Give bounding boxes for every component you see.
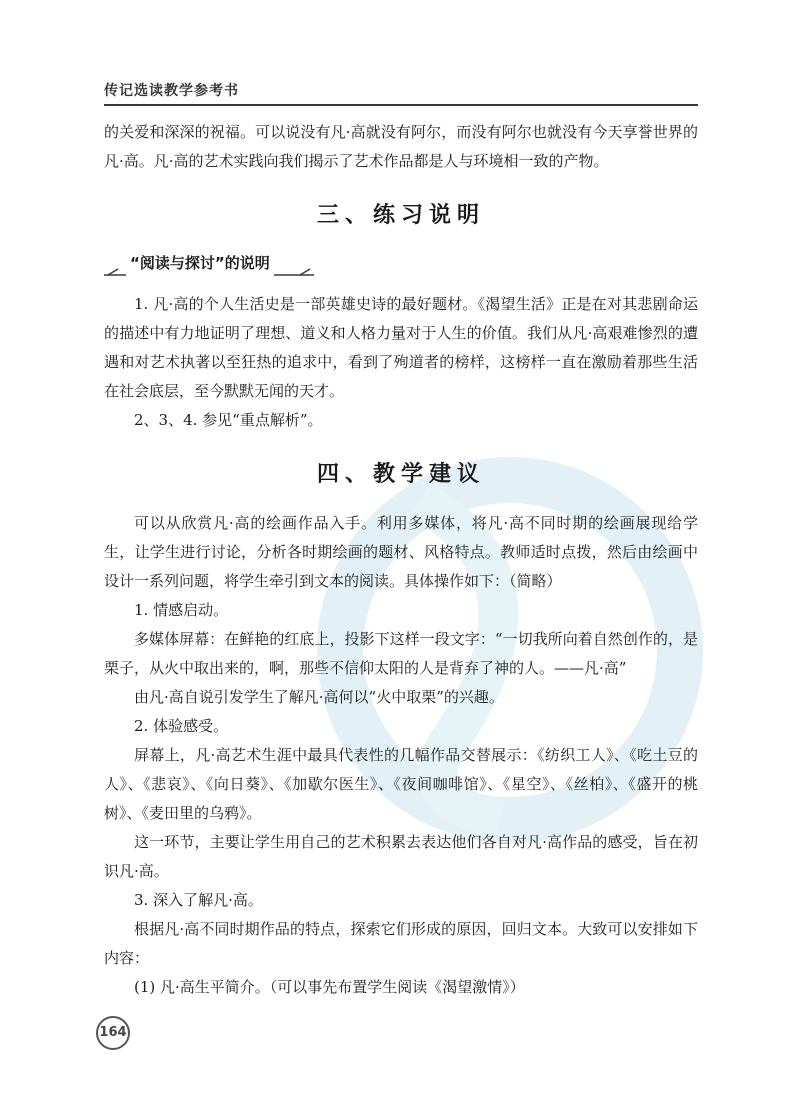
paragraph: (1) 凡·高生平简介。（可以事先布置学生阅读《渴望激情》） bbox=[134, 978, 525, 996]
paragraph: 屏幕上，凡·高艺术生涯中最具代表性的几幅作品交替展示：《纺织工人》、《吃土豆的人》、《悲哀》、《向日葵》、《加歇尔医生》、《夜间咖啡馆》、《星空》、《丝柏》、《盛开的桃树》、《麦田里的乌鸦》。 bbox=[104, 746, 698, 822]
paragraph: 由凡·高自说引发学生了解凡·高何以“火中取栗”的兴趣。 bbox=[134, 688, 504, 706]
running-title: 传记选读教学参考书 bbox=[104, 83, 239, 99]
intro-paragraph: 的关爱和深深的祝福。可以说没有凡·高就没有阿尔，而没有阿尔也就没有今天享誉世界的凡·高。凡·高的艺术实践向我们揭示了艺术作品都是人与环境相一致的产物。 bbox=[104, 123, 698, 170]
paragraph: 1. 凡·高的个人生活史是一部英雄史诗的最好题材。《渴望生活》正是在对其悲剧命运的描述中有力地证明了理想、道义和人格力量对于人生的价值。我们从凡·高艰难惨烈的遭遇和对艺术执著以至狂热的追求中，看到了殉道者的榜样，这榜样一直在激励着那些生活在社会底层，至今默默无闻的天才。 bbox=[104, 295, 698, 400]
page-number: 164 bbox=[96, 1016, 130, 1050]
header-rule bbox=[104, 104, 698, 106]
paragraph: 可以从欣赏凡·高的绘画作品入手。利用多媒体，将凡·高不同时期的绘画展现给学生，让学生进行讨论，分析各时期绘画的题材、风格特点。教师适时点拨，然后由绘画中设计一系列问题，将学生牵引到文本的阅读。具体操作如下：（简略） bbox=[104, 514, 698, 590]
paragraph: 3. 深入了解凡·高。 bbox=[134, 891, 263, 909]
section-title-exercises: 三、练习说明 bbox=[316, 202, 485, 228]
paragraph: 这一环节，主要让学生用自己的艺术积累去表达他们各自对凡·高作品的感受，旨在初识凡·高。 bbox=[104, 833, 698, 880]
paragraph: 1. 情感启动。 bbox=[134, 601, 229, 619]
page-content bbox=[104, 118, 698, 1002]
paragraph: 2. 体验感受。 bbox=[134, 717, 229, 735]
section-title-teaching: 四、教学建议 bbox=[316, 461, 485, 487]
paragraph: 2、3、4. 参见“重点解析”。 bbox=[134, 411, 323, 429]
subheading-reading: “阅读与探讨”的说明 bbox=[126, 250, 274, 276]
paragraph: 多媒体屏幕：在鲜艳的红底上，投影下这样一段文字：“一切我所向着自然创作的，是栗子，从火中取出来的，啊，那些不信仰太阳的人是背弃了神的人。——凡·高” bbox=[104, 630, 698, 677]
paragraph: 根据凡·高不同时期作品的特点，探索它们形成的原因，回归文本。大致可以安排如下内容： bbox=[104, 920, 698, 967]
subheading-block bbox=[104, 250, 698, 280]
